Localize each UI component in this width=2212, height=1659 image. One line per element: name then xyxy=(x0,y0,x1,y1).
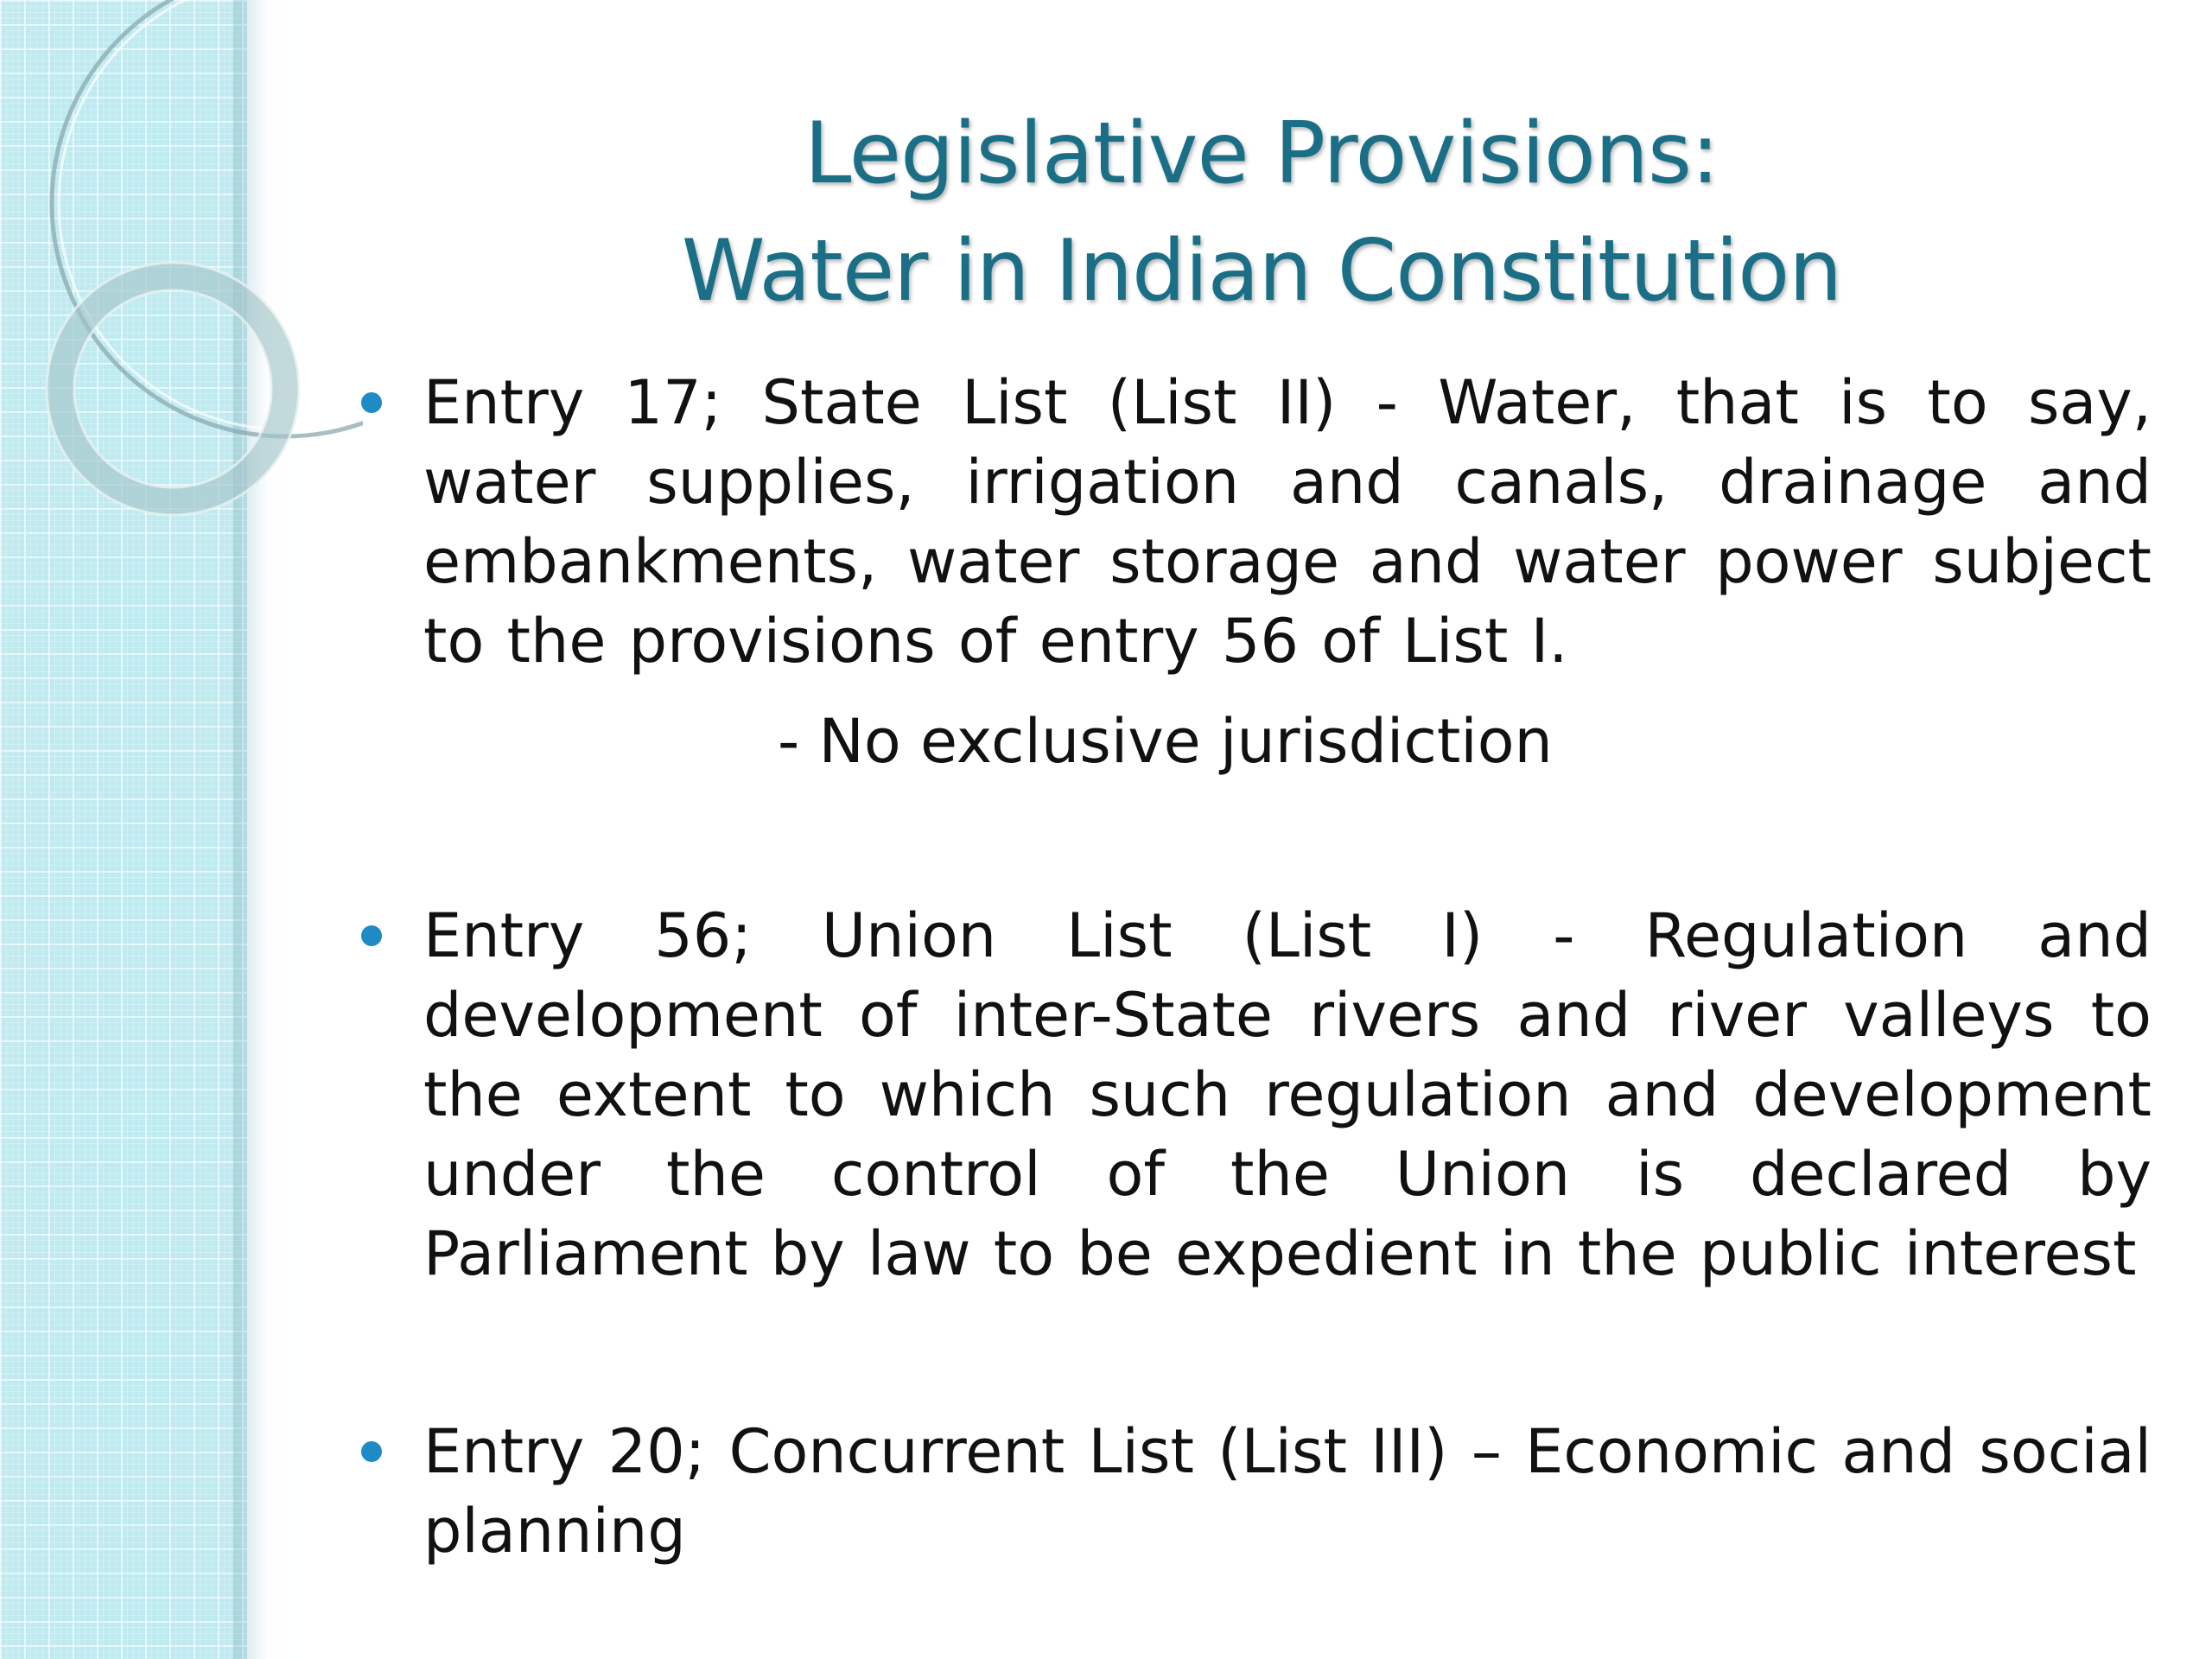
small-ring-outer-edge xyxy=(47,263,299,515)
small-ring-inner-edge xyxy=(74,290,271,487)
bullet-entry-20: Entry 20; Concurrent List (List III) – Economic and social planning xyxy=(423,1416,2152,1567)
bullet-marker xyxy=(361,1441,382,1462)
title-line-1: Legislative Provisions: xyxy=(804,105,1719,203)
slide-title xyxy=(553,95,1970,330)
bullet-entry-17: Entry 17; State List (List II) - Water, that is to say, water supplies, irrigation and canals, drainage and embankments, water storage and water power subject to the provisions of entry 56 of List I. xyxy=(423,367,2152,677)
bullet-entry-56: Entry 56; Union List (List I) - Regulation and development of inter-State rivers and river valleys to the extent to which such regulation and development under the control of the Union is declared by Parliament by law to be expedient in the public interest xyxy=(423,900,2152,1289)
bullet-marker xyxy=(361,392,382,413)
title-line-2: Water in Indian Constitution xyxy=(681,222,1842,321)
decorative-rings-graphic xyxy=(0,0,363,622)
large-ring xyxy=(52,0,363,436)
sub-note: - No exclusive jurisdiction xyxy=(778,706,1553,777)
bullet-marker xyxy=(361,925,382,946)
small-ring xyxy=(60,276,285,501)
large-ring-highlight xyxy=(59,0,363,429)
